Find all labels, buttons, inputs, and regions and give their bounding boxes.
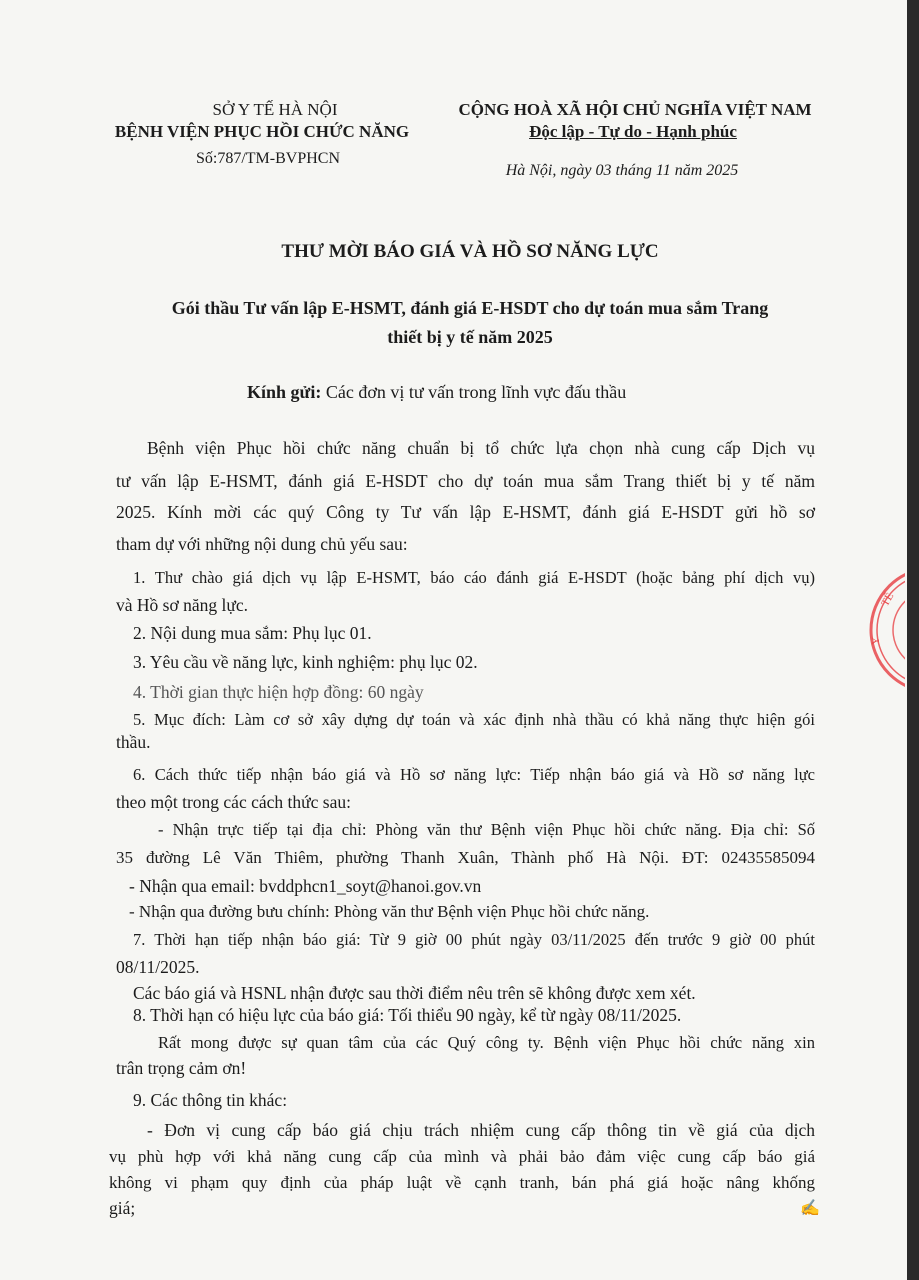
place-date: Hà Nội, ngày 03 tháng 11 năm 2025 [505,162,739,179]
body-line: - Đơn vị cung cấp báo giá chịu trách nhiệm cung cấp thông tin về giá của dịch [147,1120,815,1140]
body-line: 3. Yêu cầu về năng lực, kinh nghiệm: phụ lục 02. [133,652,478,672]
body-line: 6. Cách thức tiếp nhận báo giá và Hồ sơ năng lực: Tiếp nhận báo giá và Hồ sơ năng lực [133,765,815,784]
body-line: thầu. [116,732,151,752]
subtitle-line: Gói thầu Tư vấn lập E-HSMT, đánh giá E-HSDT cho dự toán mua sắm Trang [171,298,769,318]
body-line: Các báo giá và HSNL nhận được sau thời điểm nêu trên sẽ không được xem xét. [133,983,696,1003]
body-line: 35 đường Lê Văn Thiêm, phường Thanh Xuân, Thành phố Hà Nội. ĐT: 02435585094 [116,848,815,867]
department-name: SỞ Y TẾ HÀ NỘI [212,100,338,119]
document-number: Số:787/TM-BVPHCN [195,150,341,167]
body-line: 8. Thời hạn có hiệu lực của báo giá: Tối thiểu 90 ngày, kể từ ngày 08/11/2025. [133,1005,682,1025]
red-seal-stamp [865,565,905,695]
svg-text:TẾ: TẾ [879,590,897,609]
body-line: theo một trong các cách thức sau: [116,792,351,812]
nation-name: CỘNG HOÀ XÃ HỘI CHỦ NGHĨA VIỆT NAM [458,100,812,119]
document-title: THƯ MỜI BÁO GIÁ VÀ HỒ SƠ NĂNG LỰC [281,241,659,262]
national-motto: Độc lập - Tự do - Hạnh phúc [529,122,737,141]
recipient-label: Kính gửi: [247,382,322,402]
subtitle-line: thiết bị y tế năm 2025 [387,327,553,347]
body-line: 4. Thời gian thực hiện hợp đồng: 60 ngày [133,682,424,702]
hospital-name: BỆNH VIỆN PHỤC HỒI CHỨC NĂNG [114,122,410,141]
body-line: - Nhận qua email: bvddphcn1_soyt@hanoi.gov.vn [129,876,482,896]
body-line: 9. Các thông tin khác: [133,1090,288,1110]
body-line: - Nhận trực tiếp tại địa chỉ: Phòng văn thư Bệnh viện Phục hồi chức năng. Địa chỉ: Số [158,820,815,839]
body-line: - Nhận qua đường bưu chính: Phòng văn thư Bệnh viện Phục hồi chức năng. [129,902,650,921]
photo-edge [907,0,919,1280]
initial-mark: ✍ [800,1200,820,1217]
body-line: 5. Mục đích: Làm cơ sở xây dựng dự toán và xác định nhà thầu có khả năng thực hiện gói [133,710,815,729]
body-line: 7. Thời hạn tiếp nhận báo giá: Từ 9 giờ 00 phút ngày 03/11/2025 đến trước 9 giờ 00 phút [133,930,815,949]
body-line: vụ phù hợp với khả năng cung cấp của mình và phải bảo đảm việc cung cấp báo giá [109,1147,815,1166]
body-line: Bệnh viện Phục hồi chức năng chuẩn bị tổ chức lựa chọn nhà cung cấp Dịch vụ [147,438,815,458]
body-line: và Hồ sơ năng lực. [116,595,248,615]
body-line: tư vấn lập E-HSMT, đánh giá E-HSDT cho dự toán mua sắm Trang thiết bị y tế năm [116,471,815,491]
body-line: Rất mong được sự quan tâm của các Quý công ty. Bệnh viện Phục hồi chức năng xin [158,1033,815,1052]
body-line: giá; [109,1198,136,1218]
body-line: 1. Thư chào giá dịch vụ lập E-HSMT, báo cáo đánh giá E-HSDT (hoặc bảng phí dịch vụ) [133,568,815,587]
body-line: tham dự với những nội dung chủ yếu sau: [116,534,408,554]
body-line: 08/11/2025. [116,957,200,977]
recipient-value: Các đơn vị tư vấn trong lĩnh vực đấu thầu [321,382,627,402]
body-line: 2. Nội dung mua sắm: Phụ lục 01. [133,623,372,643]
svg-text:Y: Y [870,637,882,645]
body-line: 2025. Kính mời các quý Công ty Tư vấn lập E-HSMT, đánh giá E-HSDT gửi hồ sơ [116,502,815,522]
body-line: trân trọng cảm ơn! [116,1058,247,1078]
body-line: không vi phạm quy định của pháp luật về cạnh tranh, bán phá giá hoặc nâng khống [109,1173,815,1192]
recipient-line [247,381,626,403]
